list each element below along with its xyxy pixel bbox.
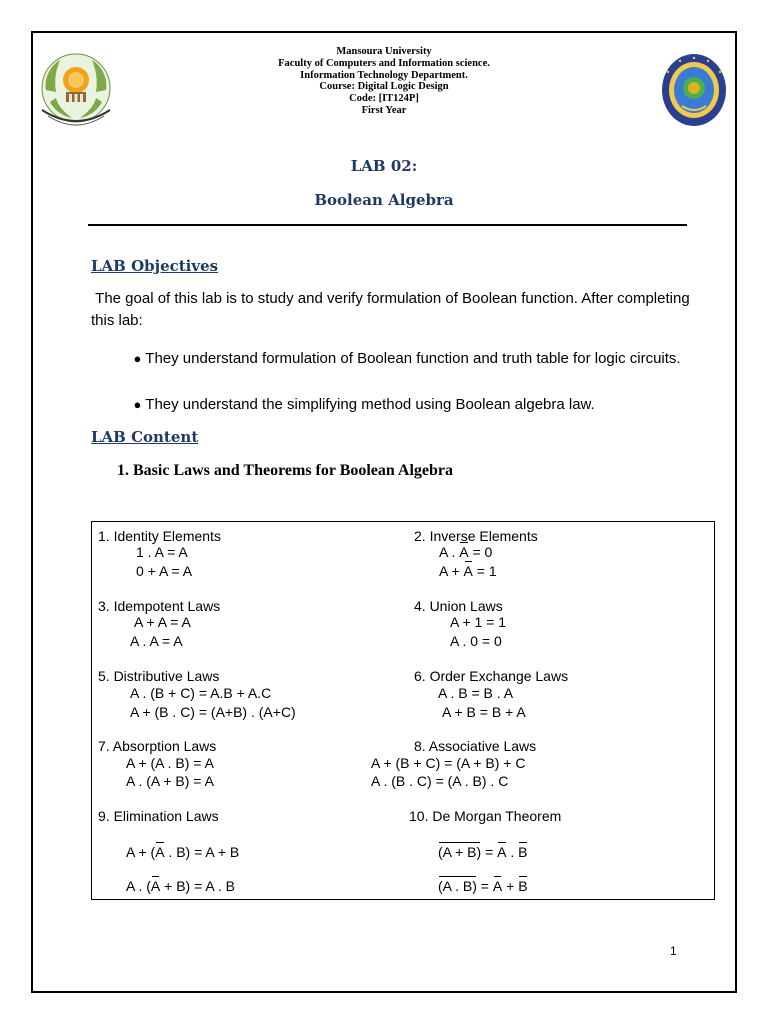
law-equation: A . (A + B) = A xyxy=(126,773,214,789)
law-title: 4. Union Laws xyxy=(414,598,503,614)
law-equation: A + A = 1 xyxy=(439,563,497,579)
law-equation: (A + B) = A . B xyxy=(438,844,528,860)
law-title: 8. Associative Laws xyxy=(414,738,537,754)
law-title: 7. Absorption Laws xyxy=(98,738,217,754)
law-equation: 0 + A = A xyxy=(136,563,193,579)
lab-number: LAB 02: xyxy=(350,157,418,175)
objectives-intro xyxy=(91,288,691,332)
content-subheading: 1. Basic Laws and Theorems for Boolean Algebra xyxy=(117,462,454,479)
objectives-heading: LAB Objectives xyxy=(91,257,219,275)
law-equation: (A . B) = A + B xyxy=(438,878,528,894)
law-equation: A . A = 0 xyxy=(439,544,493,560)
law-equation: A + 1 = 1 xyxy=(450,614,507,630)
university-name: Mansoura University xyxy=(336,46,432,57)
objective-text: They understand formulation of Boolean function and truth table for logic circuits. xyxy=(145,350,681,367)
law-equation: A . A = A xyxy=(130,633,183,649)
objectives-intro-text: The goal of this lab is to study and verify formulation of Boolean function. After completing this lab: xyxy=(91,290,690,329)
law-title: 9. Elimination Laws xyxy=(98,808,219,824)
law-title: 10. De Morgan Theorem xyxy=(409,808,562,824)
law-equation: A + (A . B) = A xyxy=(126,755,214,771)
boolean-laws-table xyxy=(91,521,715,900)
course-code: Code: [IT124P] xyxy=(349,93,419,105)
law-title: 6. Order Exchange Laws xyxy=(414,668,569,684)
law-equation: A . B = B . A xyxy=(438,685,514,701)
law-title: 1. Identity Elements xyxy=(98,528,221,544)
law-equation: A . 0 = 0 xyxy=(450,633,502,649)
study-year: First Year xyxy=(361,104,407,116)
course-name: Course: Digital Logic Design xyxy=(319,81,449,93)
law-equation: A + B = B + A xyxy=(442,704,526,720)
bullet-icon: ● xyxy=(133,397,142,412)
law-title: 3. Idempotent Laws xyxy=(98,598,221,614)
content-heading: LAB Content xyxy=(91,428,199,446)
law-equation: 1 . A = A xyxy=(136,544,188,560)
objective-bullet xyxy=(121,348,681,370)
page-number: 1 xyxy=(670,944,677,958)
law-title: 2. Inverse Elements xyxy=(414,528,538,544)
law-equation: A + (A . B) = A + B xyxy=(126,844,240,860)
objective-bullet xyxy=(121,394,681,416)
faculty-of-computers-logo xyxy=(660,52,728,128)
document-header xyxy=(200,46,568,117)
law-equation: A + A = A xyxy=(134,614,191,630)
law-equation: A + (B + C) = (A + B) + C xyxy=(371,755,526,771)
law-equation: A + (B . C) = (A+B) . (A+C) xyxy=(130,704,296,720)
law-title: 5. Distributive Laws xyxy=(98,668,220,684)
law-equation: A . (B . C) = (A . B) . C xyxy=(371,773,509,789)
faculty-name: Faculty of Computers and Information science. xyxy=(278,57,490,69)
lab-title: Boolean Algebra xyxy=(314,191,454,209)
header-divider xyxy=(88,224,687,226)
department-name: Information Technology Department. xyxy=(300,69,468,81)
law-equation: A . (A + B) = A . B xyxy=(126,878,235,894)
bullet-icon: ● xyxy=(133,351,142,366)
objective-text: They understand the simplifying method using Boolean algebra law. xyxy=(145,396,595,413)
mansoura-university-logo xyxy=(36,50,116,130)
law-equation: A . (B + C) = A.B + A.C xyxy=(130,685,272,701)
